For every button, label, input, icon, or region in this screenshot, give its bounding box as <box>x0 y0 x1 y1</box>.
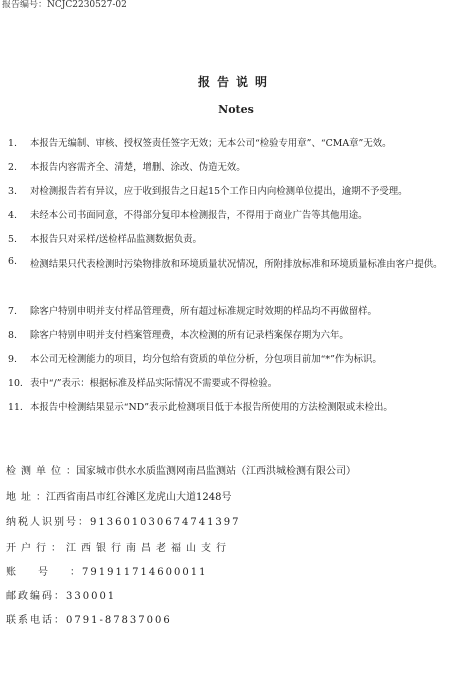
note-number: 10. <box>8 378 23 389</box>
note-item <box>8 254 470 275</box>
note-text: 本公司无检测能力的项目，均分包给有资质的单位分析，分包项目前加“*”作为标识。 <box>30 354 382 365</box>
address-line <box>6 488 231 503</box>
note-number: 4. <box>8 210 17 221</box>
report-number: 报告编号：NCJC2230527-02 <box>2 0 127 10</box>
postcode-label: 邮政编码 <box>6 591 54 602</box>
phone-label: 联系电话 <box>6 615 54 626</box>
note-number: 6. <box>8 256 17 267</box>
bank-value: ：江西银行南昌老福山支行 <box>51 543 231 554</box>
tax-id-line <box>6 513 241 528</box>
postcode-line <box>6 587 116 602</box>
note-item <box>8 352 470 368</box>
note-item <box>8 304 470 320</box>
testing-unit-line <box>6 462 356 477</box>
tax-id-value: ：913601030674741397 <box>78 517 241 528</box>
note-text: 检测结果只代表检测时污染物排放和环境质量状况情况，所附排放标准和环境质量标准由客户提供。 <box>30 259 443 270</box>
postcode-value: ：330001 <box>54 591 117 602</box>
address-label: 地址 <box>6 492 36 503</box>
note-item <box>8 328 470 344</box>
phone-line <box>6 611 172 626</box>
page-subtitle: Notes <box>218 103 254 116</box>
note-text: 除客户特别申明并支付样品管理费，所有超过标准规定时效期的样品均不再做留样。 <box>30 306 377 317</box>
bank-line <box>6 539 231 554</box>
note-item <box>8 136 470 152</box>
testing-unit-label: 检测单位 <box>6 466 66 477</box>
note-item <box>8 208 470 224</box>
note-number: 7. <box>8 306 17 317</box>
note-number: 8. <box>8 330 17 341</box>
bank-label: 开户行 <box>6 543 51 554</box>
account-value: ：791911714600011 <box>70 567 208 578</box>
note-text: 除客户特别申明并支付档案管理费，本次检测的所有记录档案保存期为六年。 <box>30 330 349 341</box>
note-number: 3. <box>8 186 17 197</box>
note-text: 本报告内容需齐全、清楚，增删、涂改、伪造无效。 <box>30 162 246 173</box>
note-item <box>8 400 470 416</box>
page-title: 报告说明 <box>197 75 274 89</box>
testing-unit-value: ：国家城市供水水质监测网南昌监测站（江西洪城检测有限公司） <box>66 466 356 477</box>
note-item <box>8 184 470 200</box>
account-label: 账号 <box>6 567 70 578</box>
phone-value: ：0791-87837006 <box>54 615 172 626</box>
note-number: 5. <box>8 234 17 245</box>
note-number: 9. <box>8 354 17 365</box>
note-number: 1. <box>8 138 17 149</box>
note-text: 本报告只对采样/送检样品监测数据负责。 <box>30 234 202 245</box>
note-text: 对检测报告若有异议，应于收到报告之日起15个工作日内向检测单位提出，逾期不予受理。 <box>30 186 408 197</box>
account-line <box>6 563 207 578</box>
note-text: 本报告无编制、审核、授权签责任签字无效；无本公司“检验专用章”、“CMA章”无效。 <box>30 138 392 149</box>
note-item <box>8 232 470 248</box>
address-value: ：江西省南昌市红谷滩区龙虎山大道1248号 <box>36 492 232 503</box>
note-item <box>8 376 470 392</box>
note-text: 未经本公司书面同意，不得部分复印本检测报告，不得用于商业广告等其他用途。 <box>30 210 368 221</box>
tax-id-label: 纳税人识别号 <box>6 517 78 528</box>
note-text: 表中“/”表示：根据标准及样品实际情况不需要或不得检验。 <box>30 378 278 389</box>
note-number: 11. <box>8 402 23 413</box>
note-item <box>8 160 470 176</box>
note-number: 2. <box>8 162 17 173</box>
note-text: 本报告中检测结果显示“ND”表示此检测项目低于本报告所使用的方法检测限或未检出。 <box>30 402 393 413</box>
